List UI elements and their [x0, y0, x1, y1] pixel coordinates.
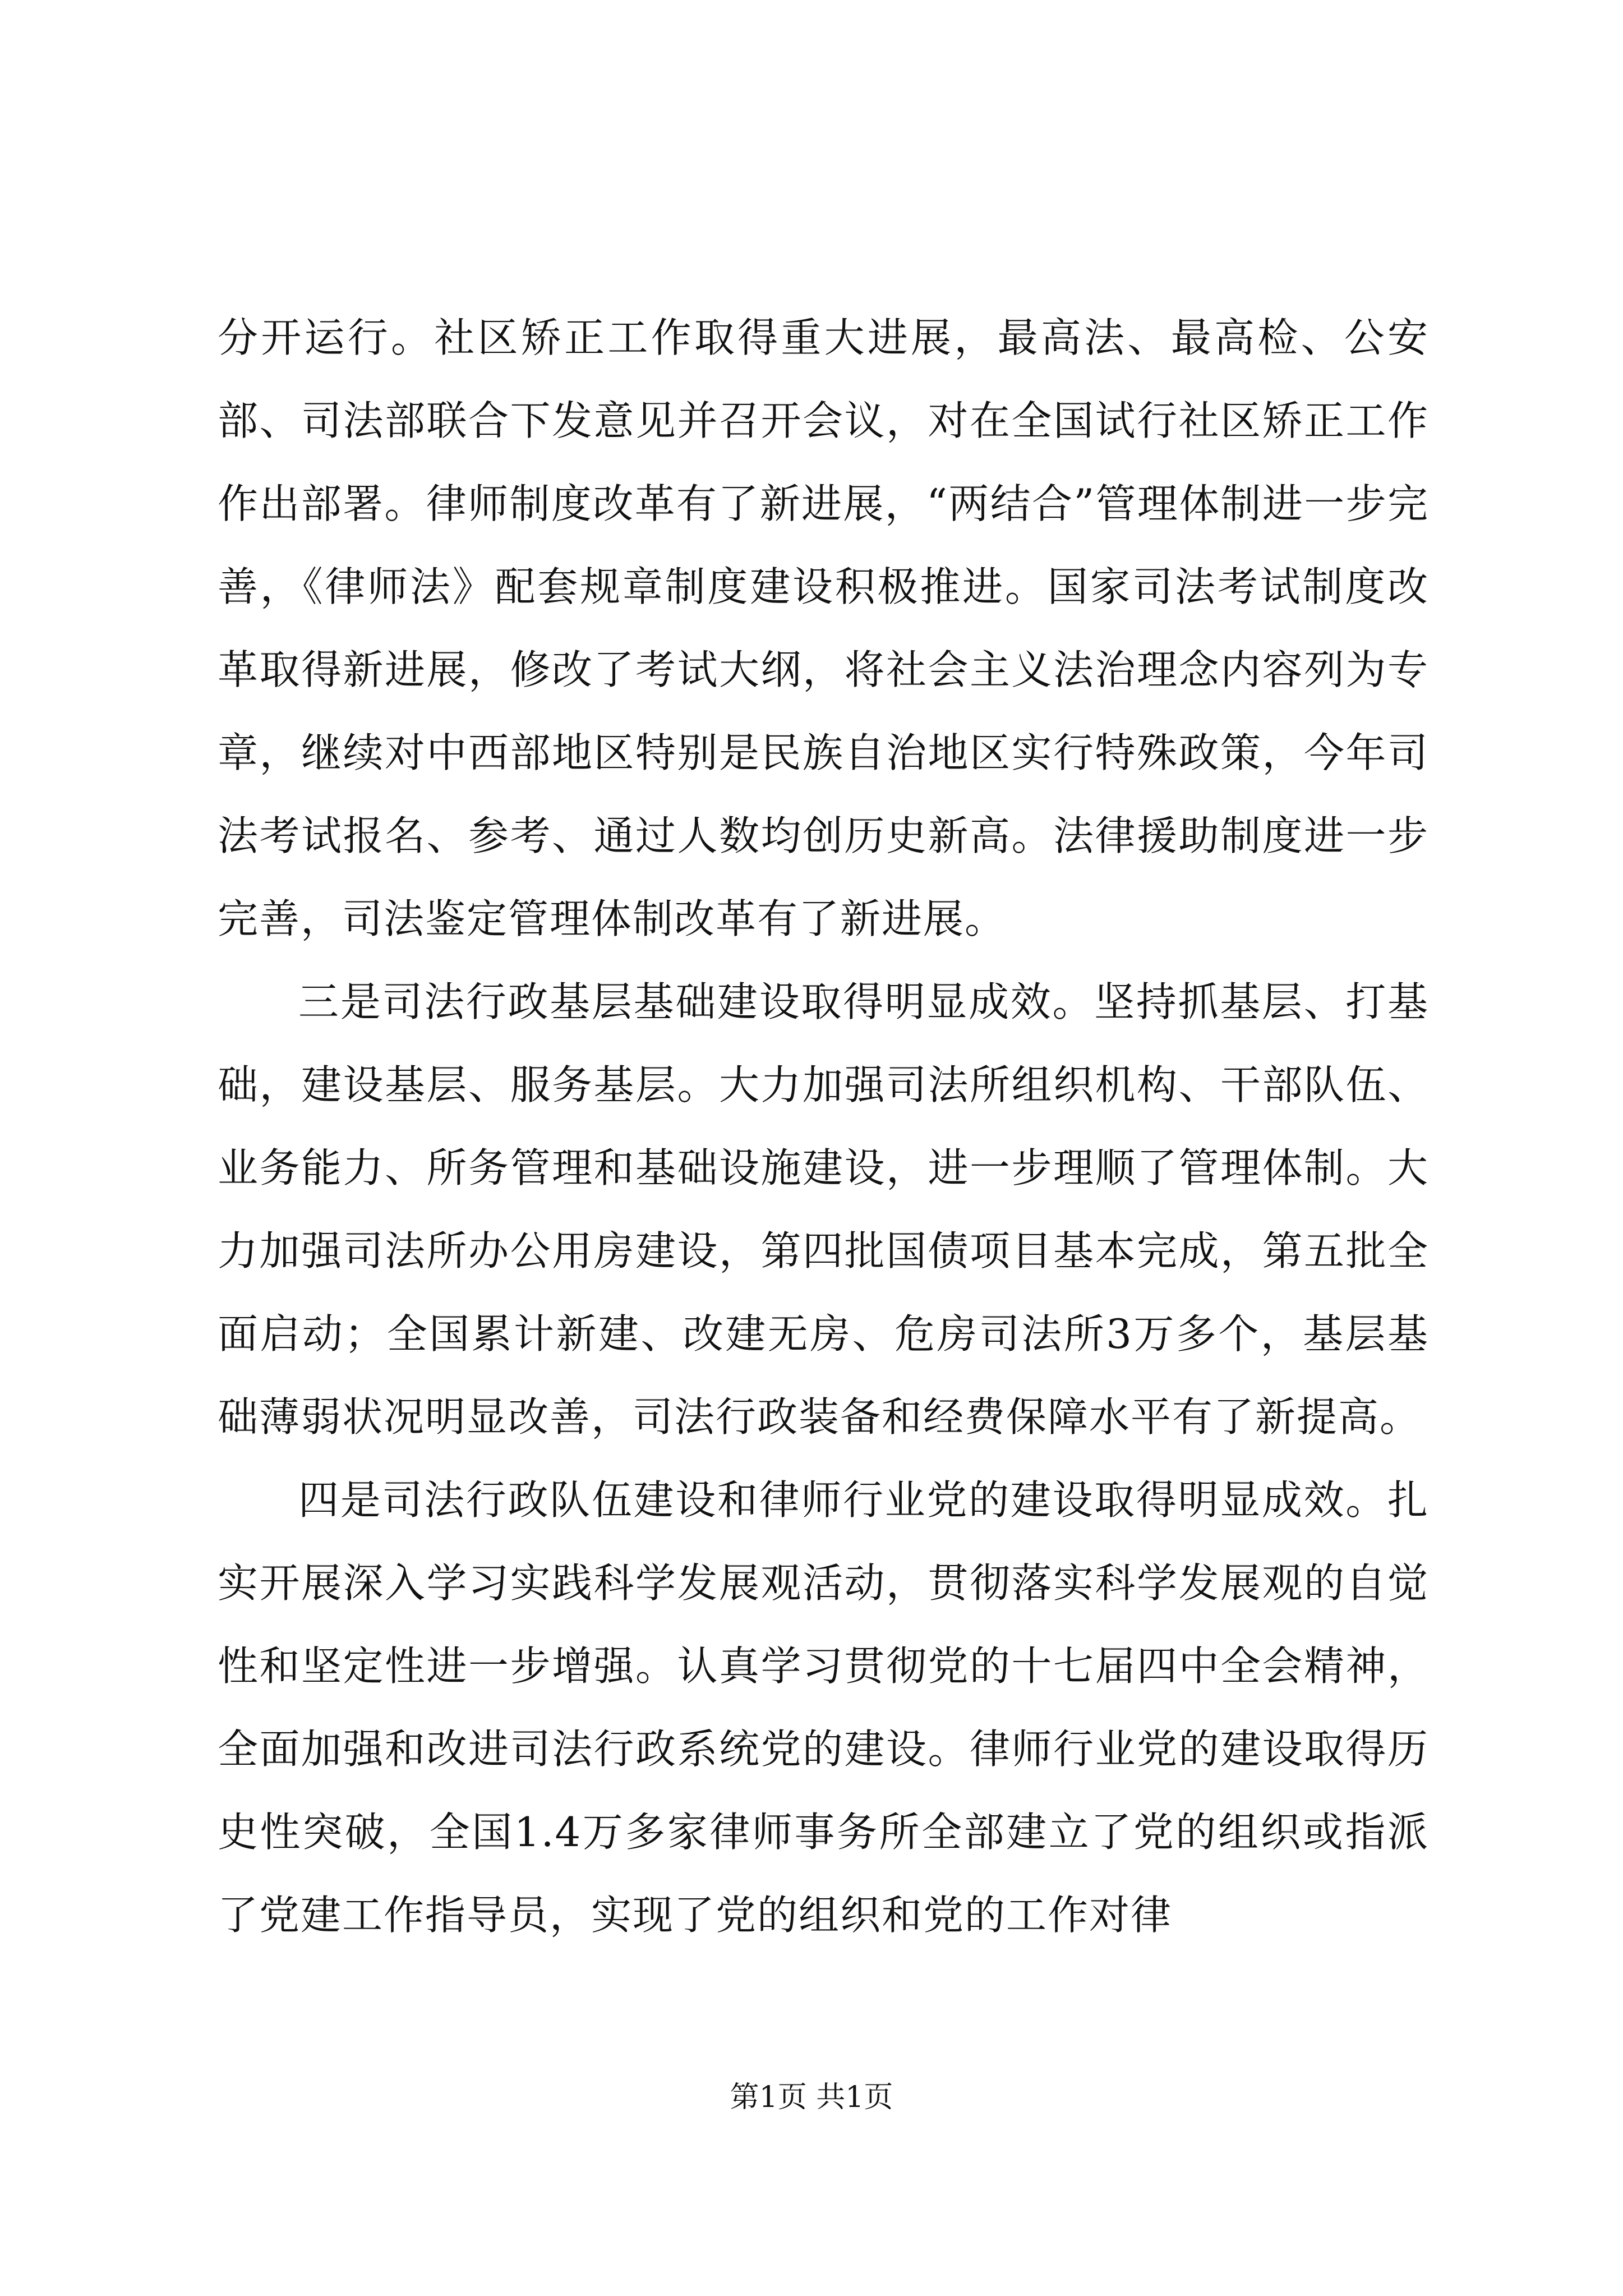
paragraph-section-four: 四是司法行政队伍建设和律师行业党的建设取得明显成效。扎实开展深入学习实践科学发展观活动，贯彻落实科学发展观的自觉性和坚定性进一步增强。认真学习贯彻党的十七届四中全会精神，全面加强和改进司法行政系统党的建设。律师行业党的建设取得历史性突破，全国1.4万多家律师事务所全部建立了党的组织或指派了党建工作指导员，实现了党的组织和党的工作对律	[218, 1476, 1429, 1939]
paragraph-continued: 分开运行。社区矫正工作取得重大进展，最高法、最高检、公安部、司法部联合下发意见并召开会议，对在全国试行社区矫正工作作出部署。律师制度改革有了新进展，“两结合”管理体制进一步完善，《律师法》配套规章制度建设积极推进。国家司法考试制度改革取得新进展，修改了考试大纲，将社会主义法治理念内容列为专章，继续对中西部地区特别是民族自治地区实行特殊政策，今年司法考试报名、参考、通过人数均创历史新高。法律援助制度进一步完善，司法鉴定管理体制改革有了新进展。	[218, 314, 1429, 942]
paragraph-section-three: 三是司法行政基层基础建设取得明显成效。坚持抓基层、打基础，建设基层、服务基层。大力加强司法所组织机构、干部队伍、业务能力、所务管理和基础设施建设，进一步理顺了管理体制。大力加强司法所办公用房建设，第四批国债项目基本完成，第五批全面启动；全国累计新建、改建无房、危房司法所3万多个，基层基础薄弱状况明显改善，司法行政装备和经费保障水平有了新提高。	[218, 978, 1429, 1441]
page-footer: 第1页 共1页	[730, 2081, 893, 2114]
document-body	[218, 296, 1429, 1957]
